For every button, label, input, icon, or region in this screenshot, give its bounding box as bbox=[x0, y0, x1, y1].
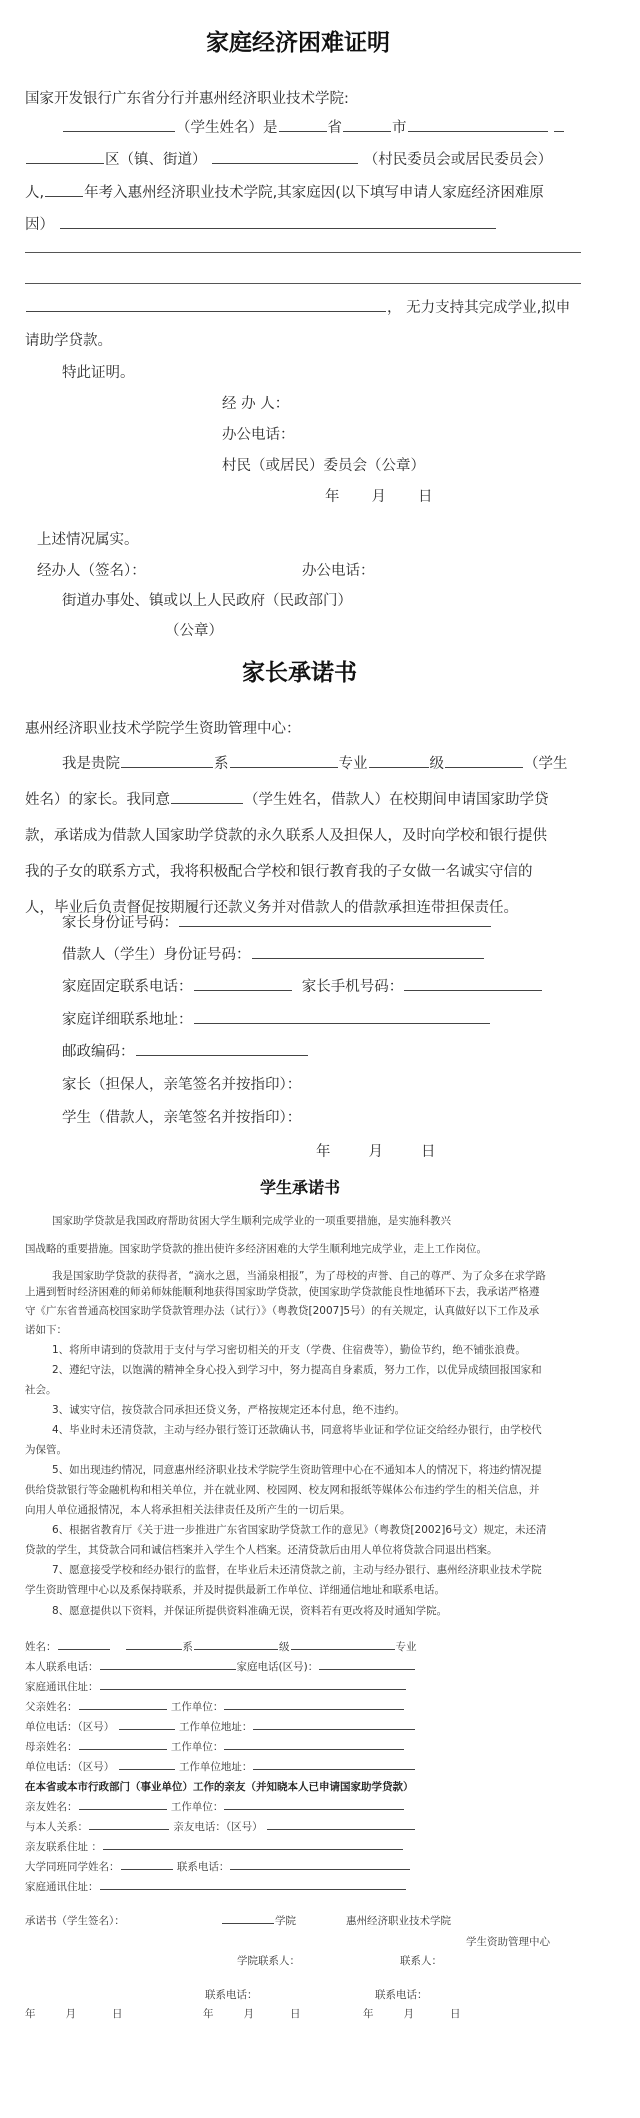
college-sign: 学院 bbox=[221, 1913, 296, 1928]
pledge-item-5-cont-1: 供给贷款银行等金融机构和相关单位，并在就业网、校园网、校友网和报纸等媒体公布违约学生的相关信息，并 bbox=[25, 1484, 540, 1496]
grade-blank[interactable] bbox=[369, 753, 429, 769]
dept-blank[interactable] bbox=[121, 753, 213, 769]
aid-center-name: 学生资助管理中心 bbox=[466, 1936, 550, 1948]
form-relative-row: 亲友姓名： 工作单位： bbox=[25, 1799, 405, 1814]
parent-title: 家长承诺书 bbox=[242, 660, 357, 686]
postcode-input[interactable] bbox=[136, 1041, 308, 1057]
seal-label: （公章） bbox=[165, 623, 223, 639]
address-input[interactable] bbox=[194, 1009, 490, 1025]
father-name-input[interactable] bbox=[79, 1699, 167, 1710]
address-field: 家庭详细联系地址： bbox=[62, 1008, 491, 1029]
student-id-field: 借款人（学生）身份证号码： bbox=[62, 943, 485, 964]
major-blank[interactable] bbox=[230, 753, 338, 769]
extra-blank[interactable] bbox=[554, 117, 564, 133]
pledge-item-4: 4、毕业时未还清贷款，主动与经办银行签订还款确认书，同意将毕业证和学位证交给经办银行，由学校代 bbox=[52, 1424, 542, 1436]
form-phone-row: 本人联系电话： 家庭电话(区号)： bbox=[25, 1659, 416, 1674]
government-label: 街道办事处、镇或以上人民政府（民政部门） bbox=[62, 593, 352, 609]
hardship-line-5: ， 无力支持其完成学业,拟申 bbox=[25, 296, 570, 317]
city-blank[interactable] bbox=[343, 117, 391, 133]
relative-phone-input[interactable] bbox=[267, 1819, 415, 1830]
parent-para-line-1: 我是贵院 系 专业 级 （学生 bbox=[62, 752, 568, 773]
student-name-blank[interactable] bbox=[63, 117, 175, 133]
school-name: 惠州经济职业技术学院 bbox=[346, 1915, 451, 1927]
intro-line-2: 国战略的重要措施。国家助学贷款的推出使许多经济困难的大学生顺利地完成学业，走上工作岗位。 bbox=[25, 1243, 487, 1255]
relatives-heading: 在本省或本市行政部门（事业单位）工作的亲友（并知晓本人已申请国家助学贷款） bbox=[25, 1781, 414, 1793]
mother-unit-address-input[interactable] bbox=[253, 1759, 415, 1770]
major-input[interactable] bbox=[291, 1639, 395, 1650]
pledge-item-7: 7、愿意接受学校和经办银行的监督，在毕业后未还清贷款之前，主动与经办银行、惠州经济职业技术学院 bbox=[52, 1564, 542, 1576]
hardship-title: 家庭经济困难证明 bbox=[206, 30, 390, 56]
form-father-row: 父亲姓名： 工作单位： bbox=[25, 1699, 405, 1714]
relative-work-input[interactable] bbox=[224, 1799, 404, 1810]
form-address-row: 家庭通讯住址： bbox=[25, 1679, 407, 1694]
center-phone-label: 联系电话： bbox=[375, 1989, 428, 2001]
committee-seal-label: 村民（或居民）委员会（公章） bbox=[222, 458, 425, 474]
pledge-item-2-cont: 社会。 bbox=[25, 1384, 57, 1396]
father-unit-phone-input[interactable] bbox=[119, 1719, 175, 1730]
reason-blank-2[interactable] bbox=[25, 252, 581, 253]
form-mother-row: 母亲姓名： 工作单位： bbox=[25, 1739, 405, 1754]
county-blank[interactable] bbox=[408, 117, 548, 133]
borrower-name-blank[interactable] bbox=[171, 789, 243, 805]
form-name-row: 姓名： 系 级 专业 bbox=[25, 1641, 417, 1653]
verified-text: 上述情况属实。 bbox=[37, 532, 139, 548]
office-phone-label-2: 办公电话： bbox=[302, 563, 375, 579]
mother-work-input[interactable] bbox=[224, 1739, 404, 1750]
pledge-line-2: 上遇到暂时经济困难的师弟师妹能顺利地获得国家助学贷款，使国家助学贷款能良性地循环下去，我承诺严格遵 bbox=[25, 1286, 540, 1298]
hardship-date-1: 年 月 日 bbox=[325, 489, 433, 505]
pledge-item-7-cont: 学生资助管理中心以及系保持联系，并及时提供最新工作单位、详细通信地址和联系电话。 bbox=[25, 1584, 445, 1596]
year-blank[interactable] bbox=[45, 182, 83, 198]
pledge-item-3: 3、诚实守信，按贷款合同承担还贷义务，严格按规定还本付息，绝不违约。 bbox=[52, 1404, 406, 1416]
dept-input[interactable] bbox=[126, 1639, 182, 1650]
student-sign-label: 承诺书（学生签名）： bbox=[25, 1915, 125, 1927]
form-relative-addr-row: 亲友联系住址 ： bbox=[25, 1839, 404, 1854]
form-mother-unit-row: 单位电话：（区号） 工作单位地址： bbox=[25, 1759, 416, 1774]
parent-para-line-2: 姓名）的家长。我同意 （学生姓名，借款人）在校期间申请国家助学贷 bbox=[25, 788, 549, 809]
center-date: 年 月 日 bbox=[363, 2008, 461, 2020]
student-title: 学生承诺书 bbox=[260, 1178, 341, 1197]
home-phone-input[interactable] bbox=[194, 976, 292, 992]
pledge-item-5: 5、如出现违约情况，同意惠州经济职业技术学院学生资助管理中心在不通知本人的情况下，将违约情况提 bbox=[52, 1464, 542, 1476]
pledge-line-4: 诺如下： bbox=[25, 1324, 67, 1336]
hardship-line-4: 因） bbox=[25, 213, 497, 234]
parent-mobile-input[interactable] bbox=[404, 976, 542, 992]
pledge-item-6: 6、根据省教育厅《关于进一步推进广东省国家助学贷款工作的意见》（粤教贷[2002]6号文）规定，未还清 bbox=[52, 1524, 547, 1536]
certify-text: 特此证明。 bbox=[62, 365, 135, 381]
office-phone-label: 办公电话： bbox=[222, 427, 295, 443]
father-work-input[interactable] bbox=[224, 1699, 404, 1710]
hardship-line-6: 请助学贷款。 bbox=[25, 333, 112, 349]
pledge-item-5-cont-2: 向用人单位通报情况，本人将承担相关法律责任及所产生的一切后果。 bbox=[25, 1504, 351, 1516]
parent-id-input[interactable] bbox=[179, 912, 491, 928]
handler-label: 经 办 人： bbox=[222, 396, 290, 412]
parent-signature-label: 家长（担保人，亲笔签名并按指印）： bbox=[62, 1077, 302, 1093]
pledge-item-4-cont: 为保管。 bbox=[25, 1444, 67, 1456]
student-name-blank-2[interactable] bbox=[445, 753, 523, 769]
student-date: 年 月 日 bbox=[25, 2008, 123, 2020]
postcode-field: 邮政编码： bbox=[62, 1040, 309, 1061]
pledge-item-6-cont: 贷款的学生，其贷款合同和诚信档案并入学生个人档案。还清贷款后由用人单位将贷款合同退出档案。 bbox=[25, 1544, 498, 1556]
hardship-line-3: 人, 年考入惠州经济职业技术学院,其家庭因(以下填写申请人家庭经济困难原 bbox=[25, 181, 544, 202]
home-address-input-2[interactable] bbox=[100, 1879, 406, 1890]
reason-blank-3[interactable] bbox=[25, 283, 581, 284]
parent-date: 年 月 日 bbox=[316, 1144, 436, 1160]
grade-input[interactable] bbox=[194, 1639, 278, 1650]
parent-para-line-4: 我的子女的联系方式，我将积极配合学校和银行教育我的子女做一名诚实守信的 bbox=[25, 864, 533, 880]
hardship-line-2: 区（镇、街道） （村民委员会或居民委员会） bbox=[25, 148, 552, 169]
intro-line-1: 国家助学贷款是我国政府帮助贫困大学生顺利完成学业的一项重要措施，是实施科教兴 bbox=[52, 1215, 451, 1227]
mother-unit-phone-input[interactable] bbox=[119, 1759, 175, 1770]
father-unit-address-input[interactable] bbox=[253, 1719, 415, 1730]
form-address-row-2: 家庭通讯住址： bbox=[25, 1879, 407, 1894]
pledge-line-3: 守《广东省普通高校国家助学贷款管理办法（试行）》（粤教贷[2007]5号）的有关规定，认真做好以下工作及承 bbox=[25, 1305, 540, 1317]
relative-name-input[interactable] bbox=[79, 1799, 167, 1810]
relation-input[interactable] bbox=[89, 1819, 169, 1830]
home-phone-area-input[interactable] bbox=[319, 1659, 415, 1670]
form-father-unit-row: 单位电话：（区号） 工作单位地址： bbox=[25, 1719, 416, 1734]
phone-fields: 家庭固定联系电话： 家长手机号码： bbox=[62, 975, 543, 996]
college-contact-label: 学院联系人： bbox=[237, 1955, 300, 1967]
classmate-phone-input[interactable] bbox=[230, 1859, 410, 1870]
pledge-item-8: 8、愿意提供以下资料，并保证所提供资料准确无误，资料若有更改将及时通知学院。 bbox=[52, 1605, 448, 1617]
reason-blank-1[interactable] bbox=[60, 214, 496, 230]
home-address-input[interactable] bbox=[100, 1679, 406, 1690]
classmate-name-input[interactable] bbox=[121, 1859, 173, 1870]
college-date: 年 月 日 bbox=[203, 2008, 301, 2020]
pledge-item-2: 2、遵纪守法，以饱满的精神全身心投入到学习中，努力提高自身素质，努力工作，以优异成绩回报国家和 bbox=[52, 1364, 542, 1376]
center-contact-label: 联系人： bbox=[400, 1955, 442, 1967]
district-blank[interactable] bbox=[26, 149, 104, 165]
name-input[interactable] bbox=[58, 1639, 110, 1650]
student-id-input[interactable] bbox=[252, 944, 484, 960]
hardship-line-1: （学生姓名）是 省 市 bbox=[62, 116, 565, 137]
student-signature-label: 学生（借款人，亲笔签名并按指印）： bbox=[62, 1110, 302, 1126]
own-phone-input[interactable] bbox=[100, 1659, 236, 1670]
college-name-input[interactable] bbox=[222, 1913, 274, 1924]
hardship-addressee: 国家开发银行广东省分行并惠州经济职业技术学院: bbox=[25, 91, 349, 107]
pledge-line-1: 我是国家助学贷款的获得者，“滴水之恩，当涌泉相报”，为了母校的声誉、自己的尊严、为了众多在求学路 bbox=[52, 1270, 546, 1282]
committee-blank[interactable] bbox=[212, 149, 358, 165]
parent-para-line-3: 款，承诺成为借款人国家助学贷款的永久联系人及担保人，及时向学校和银行提供 bbox=[25, 828, 547, 844]
pledge-item-1: 1、将所申请到的贷款用于支付与学习密切相关的开支（学费、住宿费等），勤俭节约，绝不铺张浪费。 bbox=[52, 1344, 526, 1356]
parent-para-line-5: 人，毕业后负责督促按期履行还款义务并对借款人的借款承担连带担保责任。 bbox=[25, 900, 518, 916]
college-phone-label: 联系电话： bbox=[205, 1989, 258, 2001]
handler-sign-label: 经办人（签名）： bbox=[37, 563, 146, 579]
relative-address-input[interactable] bbox=[103, 1839, 403, 1850]
form-relation-row: 与本人关系： 亲友电话：（区号） bbox=[25, 1819, 416, 1834]
parent-id-field: 家长身份证号码： bbox=[62, 911, 492, 932]
mother-name-input[interactable] bbox=[79, 1739, 167, 1750]
form-classmate-row: 大学同班同学姓名： 联系电话： bbox=[25, 1859, 411, 1874]
parent-addressee: 惠州经济职业技术学院学生资助管理中心： bbox=[25, 721, 301, 737]
province-blank[interactable] bbox=[279, 117, 327, 133]
reason-blank-4[interactable] bbox=[26, 297, 386, 313]
